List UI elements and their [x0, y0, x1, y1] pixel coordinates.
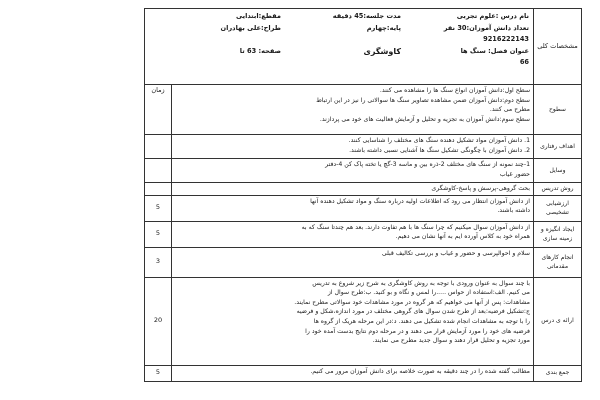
- content-line: داشته باشند.: [497, 207, 530, 215]
- content-line: را با توجه به مشاهدات انجام شده تشکیل می دهند. د:در این مرحله هریک از گروه ها: [313, 317, 530, 325]
- row-content: [172, 221, 534, 247]
- row-content: [172, 183, 534, 196]
- plan-row: [145, 195, 582, 221]
- row-label: اهداف رفتاری: [534, 135, 582, 159]
- row-content: [172, 365, 534, 381]
- school-level: مقطع:ابتدایی: [235, 12, 281, 20]
- header-info: [145, 9, 534, 85]
- row-label: ارزشیابی تشخیصی: [534, 195, 582, 221]
- row-content: [172, 159, 534, 183]
- topic: کاوشگری: [363, 46, 401, 56]
- row-label: سطوح: [534, 85, 582, 135]
- header-row: [145, 9, 582, 85]
- row-time: 3: [145, 247, 172, 277]
- content-line: بحث گروهی-پرسش و پاسخ-کاوشگری: [431, 185, 530, 192]
- page-range-end: 66: [519, 58, 529, 67]
- row-time: 20: [145, 277, 172, 365]
- row-content: [172, 135, 534, 159]
- row-content: [172, 195, 534, 221]
- row-time: زمان: [145, 85, 172, 135]
- content-line: حضور غیاب: [499, 170, 530, 178]
- content-line: با چند سوال به عنوان ورودی با توجه به روش کاوشگری به شرح زیر شروع به تدریس: [312, 279, 530, 287]
- content-line: از دانش آموزان سوال میکنیم که چرا سنگ ها با هم تفاوت دارند. بعد هم چندتا سنگ که به: [301, 223, 530, 231]
- content-line: 1. دانش آموزان مواد تشکیل دهنده سنگ های مختلف را شناسایی کنند.: [348, 137, 530, 144]
- row-time: [145, 135, 172, 159]
- general-info-label: مشخصات کلی: [534, 9, 582, 85]
- row-label: ارائه ی درس: [534, 277, 582, 365]
- lesson-name: نام درس :علوم تجربی: [456, 12, 529, 20]
- content-line: مورد تجزیه و تحلیل قرار دهند و سوال جدید مطرح می نمایند.: [372, 337, 530, 345]
- content-line: مطالب گفته شده را در چند دقیقه به صورت خلاصه برای دانش آموزان مرور می کنیم.: [310, 367, 530, 375]
- content-line: 1-چند نمونه از سنگ های مختلف 2-ذره بین و ماسه 3-گچ یا تخته پاک کن 4-دفتر: [325, 161, 530, 168]
- plan-row: [145, 247, 582, 277]
- plan-row: [145, 365, 582, 381]
- row-content: [172, 247, 534, 277]
- row-content: [172, 85, 534, 135]
- row-label: روش تدریس: [534, 183, 582, 196]
- content-line: فرضیه های خود را مورد آزمایش قرار می دهند و در مرحله دوم نتایج بدست آمده خود را: [305, 327, 530, 335]
- page-range: صفحه: 63 تا: [239, 46, 281, 55]
- plan-row: [145, 221, 582, 247]
- plan-row: [145, 135, 582, 159]
- content-line: سلام و احوالپرسی و حضور و غیاب و بررسی تکالیف قبلی: [381, 249, 530, 257]
- row-label: جمع بندی: [534, 365, 582, 381]
- row-content: [172, 277, 534, 365]
- student-count: تعداد دانش آموزان:30 نفر: [443, 23, 529, 32]
- plan-rows: [145, 85, 582, 382]
- row-label: ایجاد انگیزه و زمینه سازی: [534, 221, 582, 247]
- content-line: ج:تشکیل فرضیه:بعد از طرح شدن سوال های گروهی مختلف در مورد اندازه،شکل و فرضیه: [296, 308, 530, 316]
- content-line: سطح اول:دانش آموزان انواع سنگ ها را مشاهده می کنند.: [379, 87, 530, 94]
- plan-row: [145, 159, 582, 183]
- chapter-title: عنوان فصل: سنگ ها: [460, 46, 529, 55]
- plan-row: [145, 277, 582, 365]
- content-line: سطح سوم:دانش آموزان به تجزیه و تحلیل و آزمایش فعالیت های خود می پردازند.: [319, 115, 530, 123]
- content-line: می کنیم. الف:استفاده از حواس .....را لمس و نگاه و بو کنید. ب:طرح سوال از: [327, 289, 530, 297]
- session-duration: مدت جلسه:45 دقیقه: [332, 12, 401, 20]
- plan-row: [145, 85, 582, 135]
- plan-row: [145, 183, 582, 196]
- content-line: همراه خود به کلاس آورده ایم به آنها نشان می دهیم.: [395, 233, 530, 241]
- grade: پایه:چهارم: [366, 23, 401, 32]
- lesson-plan-table: [144, 8, 582, 382]
- row-label: انجام کارهای مقدماتی: [534, 247, 582, 277]
- content-line: از دانش آموزان انتظار می رود که اطلاعات اولیه درباره سنگ و مواد تشکیل دهنده آنها: [310, 197, 530, 205]
- row-time: 5: [145, 365, 172, 381]
- lesson-plan-sheet: [145, 8, 582, 396]
- row-time: [145, 183, 172, 196]
- phone-number: 9216222143: [483, 35, 529, 44]
- row-time: [145, 159, 172, 183]
- content-line: مشاهدات: پس از آنها می خواهیم که هر گروه در مورد مشاهدات خود سوالاتی مطرح نمایند.: [294, 298, 530, 306]
- row-time: 5: [145, 195, 172, 221]
- content-line: 2. دانش آموزان با چگونگی تشکیل سنگ ها آشنایی نسبی داشته باشند.: [349, 146, 530, 154]
- content-line: مطرح می کنند.: [489, 106, 530, 114]
- content-line: سطح دوم:دانش آموزان ضمن مشاهده تصاویر سنگ ها سوالاتی را نیز در این ارتباط: [316, 96, 530, 104]
- row-time: 5: [145, 221, 172, 247]
- designer: طراح:علی بهادران: [220, 23, 281, 32]
- row-label: وسایل: [534, 159, 582, 183]
